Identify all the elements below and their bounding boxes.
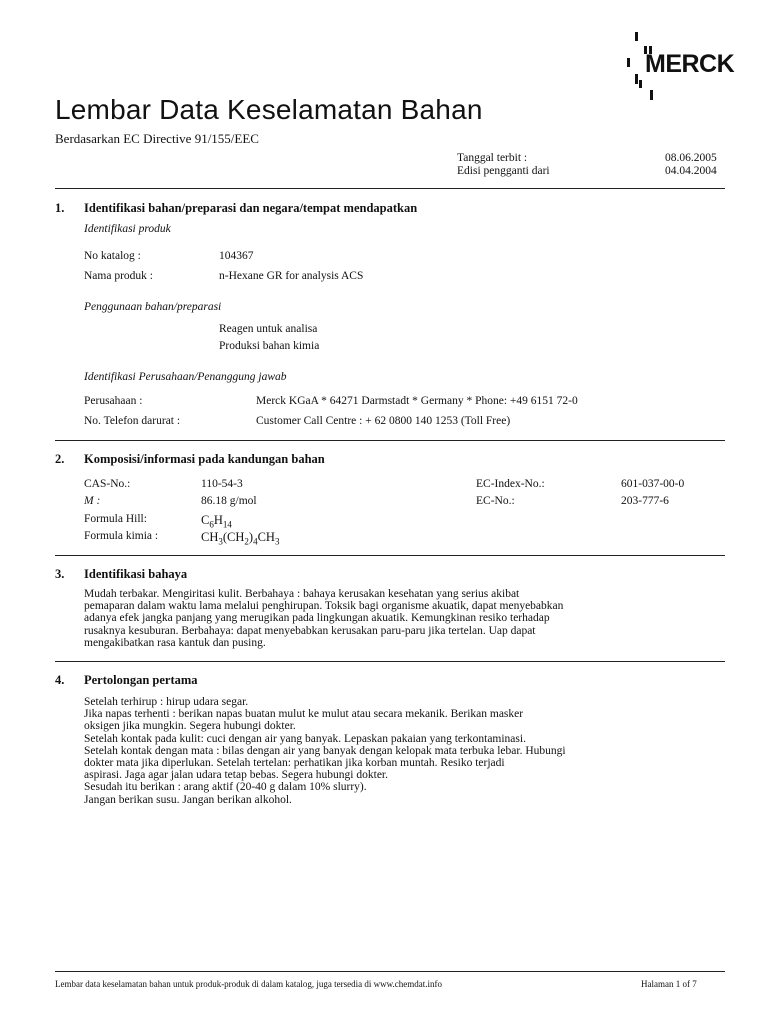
page-subtitle: Berdasarkan EC Directive 91/155/EEC <box>55 131 259 146</box>
text-line: Setelah terhirup : hirup udara segar. <box>84 696 249 708</box>
divider <box>55 188 725 189</box>
page-title: Lembar Data Keselamatan Bahan <box>55 94 483 125</box>
section-1-sub-product: Identifikasi produk <box>84 223 171 235</box>
text-line: oksigen jika mungkin. Segera hubungi dokter. <box>84 720 296 733</box>
ec-no-value: 203-777-6 <box>621 495 669 507</box>
ec-no-label: EC-No.: <box>476 495 515 507</box>
section-4-number: 4. <box>55 673 65 687</box>
text-line: Setelah kontak pada kulit: cuci dengan air yang banyak. Lepaskan pakaian yang terkontaminasi. <box>84 732 526 745</box>
text-line: Setelah kontak dengan mata : bilas dengan air yang banyak dengan kelopak mata terbuka lebar. Hubungi <box>84 744 566 757</box>
brand-wordmark: MERCK <box>645 50 735 78</box>
catalog-value: 104367 <box>219 250 254 262</box>
divider <box>55 661 725 662</box>
issue-date-value: 08.06.2005 <box>665 152 717 164</box>
page-number: Halaman 1 of 7 <box>641 979 697 989</box>
company-label: Perusahaan : <box>84 395 143 407</box>
product-label: Nama produk : <box>84 270 153 282</box>
text-line: rusaknya kesuburan. Berbahaya: dapat menyebabkan kerusakan paru-paru jika tertelan. Uap dapat <box>84 624 536 637</box>
section-3-number: 3. <box>55 567 65 581</box>
text-line: Jika napas terhenti : berikan napas buatan mulut ke mulut atau secara mekanik. Berikan masker <box>84 708 524 721</box>
product-value: n-Hexane GR for analysis ACS <box>219 270 364 282</box>
catalog-label: No katalog : <box>84 250 141 262</box>
text-line: pemaparan dalam waktu lama melalui penghirupan. Toksik bagi organisme akuatik, dapat menyebabkan <box>84 600 564 613</box>
chem-formula: $CH_3(CH_2)_4CH_3$ <box>201 530 280 547</box>
divider <box>55 440 725 441</box>
cas-label: CAS-No.: <box>84 478 131 490</box>
issue-date-label: Tanggal terbit : <box>457 152 528 164</box>
section-2-title: Komposisi/informasi pada kandungan bahan <box>84 452 325 466</box>
footer-divider <box>55 971 725 972</box>
ec-index-value: 601-037-00-0 <box>621 478 685 490</box>
first-aid-text <box>84 696 644 806</box>
ec-index-label: EC-Index-No.: <box>476 478 545 490</box>
section-3-title: Identifikasi bahaya <box>84 567 188 581</box>
text-line: Jangan berikan susu. Jangan berikan alkohol. <box>84 793 292 806</box>
section-4-title: Pertolongan pertama <box>84 673 198 687</box>
company-value: Merck KGaA * 64271 Darmstadt * Germany * Phone: +49 6151 72-0 <box>256 395 578 407</box>
use-item: Produksi bahan kimia <box>219 340 320 352</box>
text-line: adanya efek jangka panjang yang merugikan pada lingkungan akuatik. Kemungkinan resiko terhadap <box>84 612 550 625</box>
replaces-label: Edisi pengganti dari <box>457 165 550 177</box>
merck-logo <box>627 30 737 102</box>
replaces-value: 04.04.2004 <box>665 165 717 177</box>
section-1-number: 1. <box>55 201 65 215</box>
chem-formula-label: Formula kimia : <box>84 530 159 542</box>
divider <box>55 555 725 556</box>
emergency-label: No. Telefon darurat : <box>84 415 181 427</box>
section-1-sub-company: Identifikasi Perusahaan/Penanggung jawab <box>84 371 287 383</box>
molar-mass-label: M : <box>84 495 101 507</box>
section-2-number: 2. <box>55 452 65 466</box>
use-item: Reagen untuk analisa <box>219 323 318 335</box>
footer-note: Lembar data keselamatan bahan untuk produk-produk di dalam katalog, juga tersedia di www.chemdat.info <box>55 979 443 989</box>
text-line: dokter mata jika diperlukan. Setelah tertelan: perhatikan jika korban muntah. Resiko terjadi <box>84 757 505 770</box>
cas-value: 110-54-3 <box>201 478 243 490</box>
hill-label: Formula Hill: <box>84 513 147 525</box>
molar-mass-value: 86.18 g/mol <box>201 495 257 507</box>
section-1-sub-use: Penggunaan bahan/preparasi <box>84 301 222 313</box>
hazard-text <box>84 588 644 649</box>
text-line: Mudah terbakar. Mengiritasi kulit. Berbahaya : bahaya kerusakan kesehatan yang serius akibat <box>84 588 520 600</box>
emergency-value: Customer Call Centre : + 62 0800 140 1253 (Toll Free) <box>256 415 511 427</box>
text-line: Sesudah itu berikan : arang aktif (20-40 g dalam 10% slurry). <box>84 781 367 794</box>
hill-formula: $C_6H_{14}$ <box>201 513 232 530</box>
text-line: aspirasi. Jaga agar jalan udara tetap bebas. Segera hubungi dokter. <box>84 769 388 782</box>
section-1-title: Identifikasi bahan/preparasi dan negara/tempat mendapatkan <box>84 201 418 215</box>
text-line: mengakibatkan rasa kantuk dan pusing. <box>84 636 266 649</box>
